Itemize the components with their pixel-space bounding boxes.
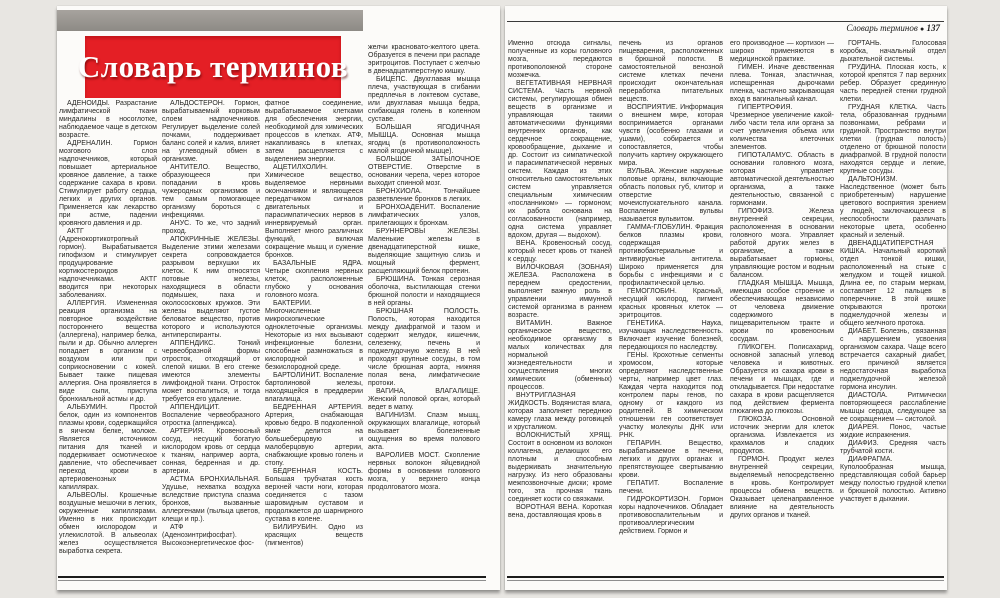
glossary-paragraph: ГЕНЫ. Крохотные сегменты хромосом, которые определяют наследственные черты, например цвет глаз. Каждая черта находится под контролем пары генов, по одному от каждого из родителей. В химическом отношении ген соответствует участку молекулы ДНК или РНК. [619,352,723,439]
glossary-paragraph: АЛЬДОСТЕРОН. Гормон, вырабатываемый корковым слоем надпочечников. Регулирует выделение солей почками, поддерживает баланс солей и калия, влияет на углеводный обмен в организме. [162,100,260,163]
glossary-paragraph: АЦЕТИЛХОЛИН. Химическое вещество, выделяемое нервными окончаниями и являющееся передатчиком сигналов двигательных и парасимпатических нервов в иннервируемый орган. Выполняет много различных функций, включая сокращение мышц и сужение бронхов. [265,164,363,259]
glossary-paragraph: ГИМЕН. Иначе девственная плева. Тонкая, эластичная, испещренная дырочками пленка, частично закрывающая вход в вагинальный канал. [730,64,834,103]
glossary-paragraph: АЛЬВЕОЛЫ. Крошечные воздушные мешочки в легких, окруженные капиллярами. Именно в них происходит обмен кислородом и углекислотой. В альвеолах желез осуществляется выработка секрета. [59,492,157,555]
page-number: 137 [926,23,940,33]
bullet-icon: ● [920,25,925,33]
chapter-title-banner [77,36,349,98]
glossary-paragraph: АНТИТЕЛО. Вещество, образующееся при попадании в кровь чужеродных организмов и тем самым помогающее организму бороться с инфекциями. [162,164,260,219]
glossary-paragraph: ВАГИНИЗМ. Спазм мышц, окружающих влагалище, который вызывает болезненные ощущения во время полового акта. [368,412,480,451]
glossary-paragraph: фатное соединение, вырабатываемое клетками для обеспечения энергии, необходимой для химических процессов в клетках. АТФ, накапливаясь в клетках, затем расщепляется с выделением энергии. [265,100,363,163]
text-column-2 [619,40,723,576]
glossary-paragraph: ГИПОТАЛАМУС. Область в основании головного мозга, которая управляет автоматической деятельностью организма, а также деятельностью, связанной с гормонами. [730,152,834,207]
glossary-paragraph: АДЕНОИДЫ. Разрастание лимфатической ткани миндалины в носоглотке, наблюдаемое чаще в детском возрасте. [59,100,157,139]
glossary-paragraph: ДИАСТОЛА. Ритмически повторяющееся расслабление мышцы сердца, следующее за ее сокращением — систолой. [840,392,946,423]
glossary-paragraph: АСТМА БРОНХИАЛЬНАЯ. Удушье, нехватка воздуха вследствие приступа спазма бронхов, вызванные аллергенами (пыльца цветов, клещи и пр.). [162,476,260,523]
glossary-paragraph: желчи красновато-желтого цвета. Образуется в печени при распаде эритроцитов. Поступает с желчью в двенадцатиперстную кишку. [368,44,480,75]
glossary-paragraph: ГАММА-ГЛОБУЛИН. Фракция белков плазмы крови, содержащая противобактериальные и антивирусные антитела. Широко применяется для борьбы с инфекциями и с профилактической целью. [619,224,723,287]
glossary-paragraph: ГОРТАНЬ. Голосовая коробка, начальный отдел дыхательной системы. [840,40,946,63]
glossary-paragraph: БАРТОЛИНИТ. Воспаление бартолиновой железы, находящейся в преддверии влагалища. [265,372,363,403]
glossary-paragraph: АППЕНДИКС. Тонкий червеобразной формы отросток, отходящий от слепой кишки. В его стенке имеются элементы лимфоидной ткани. Отросток может воспалиться, и тогда требуется его удаление. [162,340,260,403]
glossary-paragraph: ГЕПАТИТ. Воспаление печени. [619,480,723,495]
glossary-paragraph: ДИАФИЗ. Средняя часть трубчатой кости. [840,440,946,455]
glossary-paragraph: АРТЕРИЯ. Кровеносный сосуд, несущий богатую кислородом кровь от сердца к тканям, например аорта, сонная, бедренная и др. артерии. [162,428,260,475]
glossary-paragraph: ВАРОЛИЕВ МОСТ. Скопление нервных волокон яйцевидной формы в основании головного мозга, у верхнего конца продолговатого мозга. [368,452,480,491]
glossary-paragraph: ВИТАМИН. Важное органическое вещество, необходимое организму в малых количествах для нормальной жизнедеятельности и осуществления многих химических (обменных) процессов. [508,320,612,391]
glossary-paragraph: АЛЬБУМИН. Простой белок, один из компонентов плазмы крови, содержащийся в яичном белке, молоке. Является источником питания для тканей и поддерживает осмотическое давление, что обеспечивает переход крови в артериовенозных капиллярах. [59,404,157,491]
glossary-paragraph: ГИПЕРТРОФИЯ. Чрезмерное увеличение какой-либо части тела или органа за счет увеличения объема или количества клеточных элементов. [730,104,834,151]
glossary-paragraph: ГЕМОГЛОБИН. Красный, несущий кислород, пигмент красных кровяных клеток — эритроцитов. [619,288,723,319]
glossary-paragraph: его производное — кортизон — широко применяются в медицинской практике. [730,40,834,63]
text-column-4 [368,44,480,572]
glossary-paragraph: ГРУДНАЯ КЛЕТКА. Часть тела, образованная грудными позвонками, ребрами и грудиной. Пространство внутри клетки (грудная полость) отделено от брюшной полости диафрагмой. В грудной полости находятся сердце и легкие, крупные сосуды. [840,104,946,175]
glossary-paragraph: БРОНХОАДЕНИТ. Воспаление лимфатических узлов, прилегающих к бронхам. [368,204,480,227]
running-header [507,21,944,35]
glossary-paragraph: ГИДРОКОРТИЗОН. Гормон коры надпочечников. Обладает противовоспалительным и противоаллергическим действием. Гормон и [619,496,723,535]
glossary-paragraph: БРОНХИОЛА. Тончайшее разветвление бронхов в легких. [368,188,480,203]
glossary-paragraph: БАЗАЛЬНЫЕ ЯДРА. Четыре скопления нервных клеток, расположенные глубоко у основания головного мозга. [265,260,363,299]
glossary-paragraph: АДРЕНАЛИН. Гормон мозгового слоя надпочечников, который повышает артериальное кровяное давление, а также содержание сахара в крови. Стимулирует работу сердца, легких и других органов. Применяется как лекарство при астме, падении кровяного давления и др. [59,140,157,227]
glossary-paragraph: БИЦЕПС. Двухглавая мышца плеча, участвующая в сгибании предплечья в локтевом суставе, или двухглавая мышца бедра, сгибающая голень в коленном суставе. [368,76,480,123]
footer-rule [58,576,486,581]
glossary-paragraph: ДИАРЕЯ. Понос, частые жидкие испражнения. [840,424,946,439]
glossary-paragraph: ВИЛОЧКОВАЯ (ЗОБНАЯ) ЖЕЛЕЗА. Расположена в переднем средостении, выполняет важную роль в управлении иммунной системой организма в раннем возрасте. [508,264,612,319]
glossary-paragraph: БРУННЕРОВЫ ЖЕЛЕЗЫ. Маленькие железы в двенадцатиперстной кишке, выделяющие защитную слизь и мощный фермент, расщепляющий белок протеин. [368,228,480,275]
glossary-paragraph: БАКТЕРИИ. Многочисленные микроскопические одноклеточные организмы. Некоторые из них вызывают инфекционные болезни, способные размножаться в кислородной и безкислородной среде. [265,300,363,371]
page-title: Словарь терминов [77,49,349,84]
running-header-title: Словарь терминов [846,23,918,33]
glossary-paragraph: АППЕНДИЦИТ. Воспаление червеобразного отростка (аппендикса). [162,404,260,427]
glossary-paragraph: печень из органов пищеварения, расположенных в брюшной полости. В самостоятельной венозной системе клетках печени происходит окончательная переработка питательных веществ. [619,40,723,103]
glossary-paragraph: ВАГИНА, ВЛАГАЛИЩЕ. Женский половой орган, который ведет в матку. [368,388,480,411]
glossary-paragraph: ВЕГЕТАТИВНАЯ НЕРВНАЯ СИСТЕМА. Часть нервной системы, регулирующая обмен веществ в организме и управляющая такими автоматическими функциями внутренних органов, как сердечное сокращение, кровообращение, дыхание и др. Состоит из симпатической и парасимпатической нервных систем. Каждая из этих относительно самостоятельных систем управляется специальным химическим «посланником» — гормоном; их работа основана на согласованности (например, одна система управляет вдохом, другая — выдохом). [508,80,612,239]
glossary-paragraph: ВУЛЬВА. Женские наружные половые органы, включающие область половых губ, клитор и отверстие мочеиспускательного канала. Воспаление вульвы называется вульвитом. [619,168,723,223]
text-column-1 [508,40,612,576]
glossary-paragraph: ДВЕНАДЦАТИПЕРСТНАЯ КИШКА. Начальный короткий отдел тонкой кишки, расположенный на стыке с желудком и тощей кишкой. Длина ее, по старым меркам, составляет 12 пальцев в поперечнике. В этой кишке открываются протоки поджелудочной железы и общего желчного протока. [840,240,946,327]
glossary-paragraph: ДИАФРАГМА. Куполообразная мышца, представляющая собой барьер между полостью грудной клетки и брюшной полостью. Активно участвует в дыхании. [840,456,946,503]
header-gray-bar [57,10,363,31]
glossary-paragraph: АНУС. То же, что задний проход. [162,220,260,235]
glossary-paragraph: ГЕПАРИН. Вещество, вырабатываемое в печени, легких и других органах и препятствующее свертыванию крови. [619,440,723,479]
glossary-paragraph: ВЕНА. Кровеносный сосуд, который несет кровь от тканей к сердцу. [508,240,612,263]
text-column-1 [59,100,157,572]
glossary-paragraph: ГЛИКОГЕН. Полисахарид, основной запасный углевод человека и животных. Образуется из сахара крови в печени и мышцах, где и откладывается. При недостатке сахара в крови расщепляется под действием фермента глюкагина до глюкозы. [730,344,834,415]
text-column-2 [162,100,260,572]
glossary-paragraph: ВОРОТНАЯ ВЕНА. Короткая вена, доставляющая кровь в [508,504,612,519]
text-column-3 [265,100,363,572]
left-page [57,6,500,590]
glossary-paragraph: АКТГ (Адренокортикотропный гормон). Вырабатывается гипофизом и стимулирует продуцирование кортикостероидов надпочечниками. АКТГ вводится при некоторых заболеваниях. [59,228,157,299]
text-column-4 [840,40,946,576]
glossary-paragraph: БОЛЬШАЯ ЯГОДИЧНАЯ МЫШЦА. Основная мышца ягодиц (в противоположность малой ягодичной мышце). [368,124,480,155]
glossary-paragraph: АЛЛЕРГИЯ. Измененная реакция организма на повторное воздействие постороннего вещества (аллергена), например белка, пыли и др. Обычно аллерген попадает в организм с воздухом или при соприкосновении с кожей. Бывает также пищевая аллергия. Она проявляется в виде сыпи, приступа бронхиальной астмы и др. [59,300,157,403]
glossary-paragraph: БРЮШНАЯ ПОЛОСТЬ. Полость, которая находится между диафрагмой и тазом и содержит желудок, кишечник, селезенку, печень и поджелудочную железу. В ней проходят крупные сосуды, в том числе брюшная аорта, нижняя полая вена, лимфатические протоки. [368,308,480,387]
glossary-paragraph: БЕДРЕННАЯ КОСТЬ. Большая трубчатая кость верхней части ноги, которая соединяется с тазом шаровидным суставом и продолжается до шарнирного сустава в колене. [265,468,363,523]
glossary-paragraph: ВНУТРИГЛАЗНАЯ ЖИДКОСТЬ. Водянистая влага, которая заполняет переднюю камеру глаза между роговицей и хрусталиком. [508,392,612,431]
glossary-paragraph: БРЮШИНА. Тонкая серозная оболочка, выстилающая стенки брюшной полости и находящиеся в ней органы. [368,276,480,307]
glossary-paragraph: БИЛИРУБИН. Одно из красящих веществ (пигментов) [265,524,363,547]
text-column-3 [730,40,834,576]
glossary-paragraph: АТФ (Аденозинтрифосфат). Высокоэнергетическое фос- [162,524,255,547]
right-page [505,6,947,590]
glossary-paragraph: ГИПОФИЗ. Железа внутренней секреции, расположенная в основании головного мозга. Управляет работой других желез в организме, а также вырабатывает гормоны, управляющие ростом и водным балансом. [730,208,834,279]
glossary-paragraph: БОЛЬШОЕ ЗАТЫЛОЧНОЕ ОТВЕРСТИЕ. Отверстие в основании черепа, через которое выходит спинной мозг. [368,156,480,187]
glossary-paragraph: ГЕНЕТИКА. Наука, изучающая наследственность. Включает изучение болезней, передающихся по наследству. [619,320,723,351]
glossary-paragraph: ГЛАДКАЯ МЫШЦА. Мышца, имеющая особое строение и обеспечивающая независимо от человека движение содержимого в пищеварительном тракте и крови по кровеносным сосудам. [730,280,834,343]
glossary-paragraph: ВОЛОКНИСТЫЙ ХРЯЩ. Состоит в основном из волокон коллагена, делающих его плотным и способным выдерживать значительную нагрузку. Из него образованы межпозвоночные диски; кроме того, эта прочная ткань соединяет кости со связками. [508,432,612,503]
glossary-paragraph: АПОКРИННЫЕ ЖЕЛЕЗЫ. Выделение этими железами секрета сопровождается разрывом верхушки их клеток. К ним относятся потовые железы, находящиеся в области подмышек, паха и околососковых кружков. Эти железы выделяют густое беловатое вещество, против которого и используются антиперспиранты. [162,236,260,339]
glossary-paragraph: Именно отсюда сигналы, полученные из коры головного мозга, передаются противоположной стороне мозжечка. [508,40,612,79]
footer-rule [507,576,944,581]
glossary-paragraph: ДАЛЬТОНИЗМ. Наследственное (может быть приобретенным) нарушение цветового восприятия зрением у людей, заключающееся в неспособности различать некоторые цвета, особенно красный и зеленый. [840,176,946,239]
glossary-paragraph: ГРУДИНА. Плоская кость, к которой крепятся 7 пар верхних ребер. Образует срединную часть передней стенки грудной клетки. [840,64,946,103]
glossary-paragraph: ГЛЮКОЗА. Основной источник энергии для клеток организма. Извлекается из крахмалов и сладких продуктов. [730,416,834,455]
glossary-paragraph: ВОСПРИЯТИЕ. Информация о внешнем мире, которая воспринимается органами чувств (особенно глазами и ушами), собирается и сопоставляется, чтобы получить картину окружающего мира. [619,104,723,167]
glossary-paragraph: ДИАБЕТ. Болезнь, связанная с нарушением усвоения организмом сахара. Чаще всего встречается сахарный диабет, его причиной является недостаточная выработка поджелудочной железой гормона инсулин. [840,328,946,391]
glossary-paragraph: БЕДРЕННАЯ АРТЕРИЯ. Артерия, снабжающая кровью бедро. В подколенной ямке делится на большеберцовую и малоберцовую артерии, снабжающие кровью голень и стопу. [265,404,363,467]
glossary-paragraph: ГОРМОН. Продукт желез внутренней секреции, выделяемый непосредственно в кровь. Контролирует процессы обмена веществ. Оказывает целенаправленное влияние на деятельность других органов и тканей. [730,456,834,519]
